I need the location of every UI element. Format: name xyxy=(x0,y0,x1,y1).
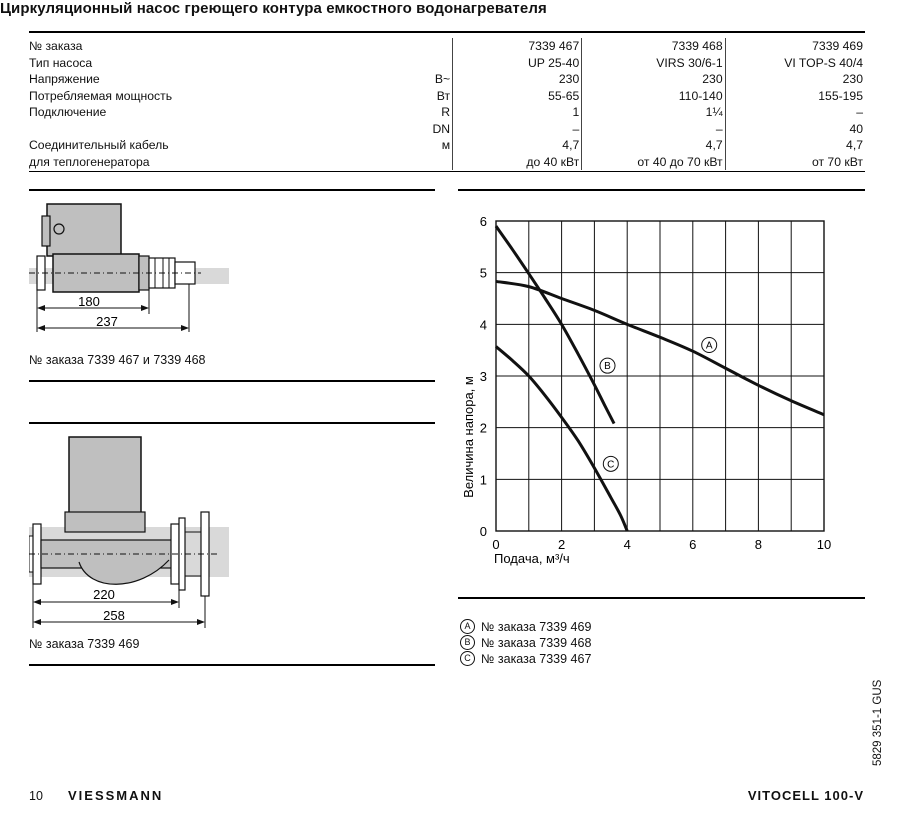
spec-unit: В~ xyxy=(434,72,451,86)
spec-row xyxy=(29,137,865,154)
drawing2-caption: № заказа 7339 469 xyxy=(29,637,140,651)
curve-marker-label: B xyxy=(604,361,611,373)
x-axis-label: Подача, м³/ч xyxy=(494,551,570,566)
legend-item xyxy=(460,651,591,666)
spec-row xyxy=(29,71,865,88)
volute xyxy=(79,560,169,584)
spec-value-7339468: VIRS 30/6-1 xyxy=(582,55,725,72)
y-axis-label: Величина напора, м xyxy=(461,376,476,498)
spec-value-7339468: 110-140 xyxy=(582,88,725,105)
spec-unit: Вт xyxy=(436,88,451,103)
spec-value-7339469: 40 xyxy=(725,121,865,138)
spec-value-7339469: 7339 469 xyxy=(725,38,865,55)
x-tick-label: 4 xyxy=(623,537,631,552)
spec-row xyxy=(29,104,865,121)
spec-row xyxy=(29,88,865,105)
chart-ticks xyxy=(480,214,831,552)
legend-text: № заказа 7339 468 xyxy=(481,635,592,650)
y-tick-label: 0 xyxy=(479,524,487,539)
chart-top-rule xyxy=(458,189,865,191)
spec-unit xyxy=(416,154,452,171)
legend-text: № заказа 7339 469 xyxy=(481,619,592,634)
spec-value-7339468: 7339 468 xyxy=(582,38,725,55)
spec-value-7339469: 230 xyxy=(725,71,865,88)
drawing2-dim-inner: 220 xyxy=(93,587,115,602)
chart-curve-markers xyxy=(600,338,717,472)
x-tick-label: 2 xyxy=(557,537,566,552)
spec-value-7339467: 4,7 xyxy=(453,137,582,154)
spec-value-7339469: от 70 кВт xyxy=(725,154,865,171)
spec-table xyxy=(29,38,865,170)
x-tick-label: 8 xyxy=(754,537,763,552)
x-tick-label: 10 xyxy=(816,537,832,552)
spec-label: Напряжение xyxy=(29,72,100,86)
pump-motor-base xyxy=(65,512,145,532)
pump-motor-head xyxy=(47,204,121,256)
spec-value-7339467: до 40 кВт xyxy=(453,154,582,171)
page-title: Циркуляционный насос греющего контура емкостного водонагревателя xyxy=(0,0,547,17)
spec-value-7339467: – xyxy=(453,121,582,138)
spec-label: № заказа xyxy=(29,39,83,53)
spec-value-7339469: 4,7 xyxy=(725,137,865,154)
curve-B xyxy=(496,226,614,423)
page-number: 10 xyxy=(29,789,43,803)
pump-drawing-2 xyxy=(29,432,229,632)
spec-value-7339468: от 40 до 70 кВт xyxy=(582,154,725,171)
drawing2-top-rule xyxy=(29,422,435,424)
spec-row xyxy=(29,121,865,138)
spec-row xyxy=(29,55,865,72)
y-tick-label: 5 xyxy=(479,265,487,281)
chart-grid xyxy=(496,221,824,531)
drawing2-dim-outer: 258 xyxy=(103,608,125,623)
spec-unit: R xyxy=(441,105,451,119)
spec-unit xyxy=(416,55,452,72)
spec-value-7339469: VI TOP-S 40/4 xyxy=(725,55,865,72)
legend-letter: B xyxy=(460,635,475,650)
drawing1-top-rule xyxy=(29,189,435,191)
spec-unit: м xyxy=(441,138,451,152)
spec-value-7339467: 230 xyxy=(453,71,582,88)
spec-value-7339467: UP 25-40 xyxy=(453,55,582,72)
y-tick-label: 6 xyxy=(479,214,487,229)
spec-label: Подключение xyxy=(29,105,107,119)
spec-unit xyxy=(416,38,452,55)
spec-value-7339468: 230 xyxy=(582,71,725,88)
spec-label: Потребляемая мощность xyxy=(29,88,173,103)
pump-motor-head xyxy=(69,437,141,515)
spec-value-7339469: – xyxy=(725,104,865,121)
spec-label: Тип насоса xyxy=(29,55,93,70)
spec-unit: DN xyxy=(432,121,451,136)
title-rule xyxy=(29,31,865,33)
pump-drawing-1 xyxy=(29,196,229,336)
y-tick-label: 3 xyxy=(479,369,487,384)
x-tick-label: 6 xyxy=(689,537,697,552)
drawing1-caption: № заказа 7339 467 и 7339 468 xyxy=(29,353,206,367)
spec-label: для теплогенератора xyxy=(29,154,150,169)
spec-value-7339467: 7339 467 xyxy=(453,38,582,55)
spec-value-7339468: 1¼ xyxy=(582,104,725,121)
drawing1-bottom-rule xyxy=(29,380,435,382)
y-tick-label: 4 xyxy=(479,317,487,333)
spec-value-7339467: 55-65 xyxy=(453,88,582,105)
legend-letter: A xyxy=(460,619,475,634)
table-bottom-rule xyxy=(29,171,865,172)
y-tick-label: 2 xyxy=(479,420,487,436)
document-code: 5829 351-1 GUS xyxy=(872,679,884,766)
spec-label: Соединительный кабель xyxy=(29,138,169,152)
spec-value-7339468: 4,7 xyxy=(582,137,725,154)
drawing1-dim-outer: 237 xyxy=(96,314,118,329)
brand-logo: VIESSMANN xyxy=(68,788,164,803)
spec-value-7339468: – xyxy=(582,121,725,138)
spec-value-7339467: 1 xyxy=(453,104,582,121)
legend-item xyxy=(460,619,591,634)
spec-row xyxy=(29,38,865,55)
product-name: VITOCELL 100-V xyxy=(747,788,864,803)
chart-bottom-rule xyxy=(458,597,865,599)
pump-terminal-box xyxy=(42,216,50,246)
spec-row xyxy=(29,154,865,171)
legend-item xyxy=(460,635,591,650)
x-tick-label: 0 xyxy=(492,537,500,552)
drawing2-bottom-rule xyxy=(29,664,435,666)
pump-curve-chart xyxy=(458,205,865,590)
spec-label xyxy=(29,121,416,138)
curve-marker-label: C xyxy=(607,459,615,471)
curve-marker-label: A xyxy=(705,340,713,352)
legend-letter: C xyxy=(460,651,475,666)
legend-text: № заказа 7339 467 xyxy=(481,651,592,666)
y-tick-label: 1 xyxy=(479,472,487,488)
drawing1-dim-inner: 180 xyxy=(78,294,100,309)
spec-value-7339469: 155-195 xyxy=(725,88,865,105)
